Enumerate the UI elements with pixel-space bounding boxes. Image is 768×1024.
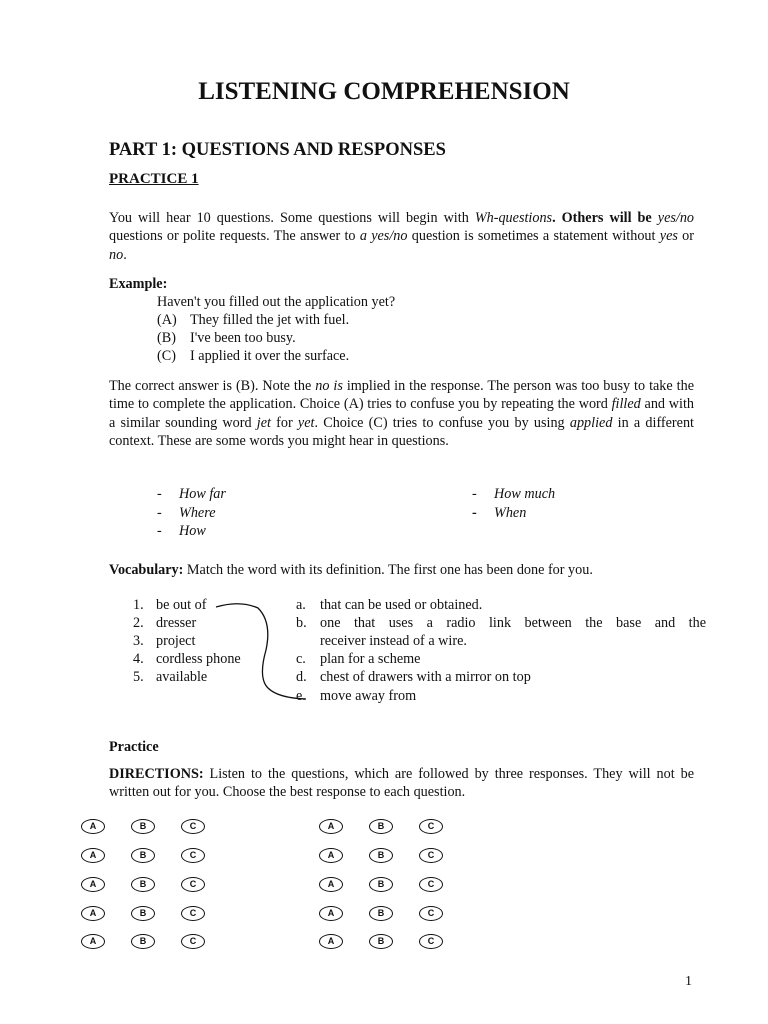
question-word-item: - How — [157, 523, 206, 539]
practice-heading: PRACTICE 1 — [109, 171, 199, 187]
answer-bubble-a[interactable]: A — [81, 906, 105, 921]
answer-bubble-c[interactable]: C — [419, 848, 443, 863]
vocab-definition: c. plan for a scheme — [296, 651, 421, 667]
example-question: Haven't you filled out the application yet? — [157, 294, 396, 310]
answer-bubble-c[interactable]: C — [419, 906, 443, 921]
answer-bubble-a[interactable]: A — [81, 848, 105, 863]
question-word-item: - How much — [472, 486, 556, 502]
vocab-word: 5. available — [133, 669, 208, 685]
directions-paragraph: DIRECTIONS: Listen to the questions, which are followed by three responses. They will not be written out for you. Choose the best response to each question. — [109, 766, 694, 801]
answer-bubble-b[interactable]: B — [369, 906, 393, 921]
vocab-definition: receiver instead of a wire. — [320, 633, 467, 649]
vocab-definition: a. that can be used or obtained. — [296, 597, 483, 613]
answer-bubble-c[interactable]: C — [419, 934, 443, 949]
answer-bubble-c[interactable]: C — [181, 934, 205, 949]
answer-bubble-b[interactable]: B — [369, 848, 393, 863]
answer-bubble-a[interactable]: A — [319, 819, 343, 834]
answer-bubble-c[interactable]: C — [181, 819, 205, 834]
answer-bubble-b[interactable]: B — [131, 848, 155, 863]
answer-bubble-c[interactable]: C — [419, 819, 443, 834]
answer-bubble-a[interactable]: A — [81, 819, 105, 834]
intro-paragraph: You will hear 10 questions. Some questions will begin with Wh-questions. Others will be yes/no questions or polite requests. The answer to a yes/no question is sometimes a statement without yes or no. — [109, 210, 695, 263]
answer-bubble-b[interactable]: B — [131, 819, 155, 834]
answer-bubble-a[interactable]: A — [319, 906, 343, 921]
answer-bubble-a[interactable]: A — [81, 934, 105, 949]
answer-bubble-a[interactable]: A — [81, 877, 105, 892]
vocabulary-instruction: Vocabulary: Match the word with its definition. The first one has been done for you. — [109, 562, 593, 578]
question-word-item: - Where — [157, 505, 216, 521]
answer-bubble-b[interactable]: B — [131, 906, 155, 921]
answer-bubble-b[interactable]: B — [369, 819, 393, 834]
answer-bubble-c[interactable]: C — [181, 906, 205, 921]
answer-bubble-b[interactable]: B — [369, 877, 393, 892]
answer-bubble-a[interactable]: A — [319, 934, 343, 949]
vocab-word: 2. dresser — [133, 615, 197, 631]
answer-bubble-b[interactable]: B — [131, 934, 155, 949]
example-option-c: (C) I applied it over the surface. — [157, 348, 350, 364]
page-title: LISTENING COMPREHENSION — [198, 78, 570, 105]
vocab-definition: d. chest of drawers with a mirror on top — [296, 669, 531, 685]
question-word-item: - How far — [157, 486, 226, 502]
vocab-word: 3. project — [133, 633, 196, 649]
explanation-paragraph: The correct answer is (B). Note the no is implied in the response. The person was too busy to take the time to complete the application. Choice (A) tries to confuse you by repeating the word filled and with a similar sounding word jet for yet. Choice (C) tries to confuse you by using applied in a different context. These are some words you might hear in questions. — [109, 378, 694, 450]
matching-connector-line — [210, 598, 310, 706]
example-option-a: (A) They filled the jet with fuel. — [157, 312, 350, 328]
answer-bubble-c[interactable]: C — [181, 848, 205, 863]
answer-bubble-c[interactable]: C — [419, 877, 443, 892]
answer-bubble-b[interactable]: B — [131, 877, 155, 892]
vocab-word: 4. cordless phone — [133, 651, 241, 667]
vocab-definition: b. one that uses a radio link between the base and the — [296, 615, 706, 631]
answer-bubble-a[interactable]: A — [319, 848, 343, 863]
page-number: 1 — [685, 974, 692, 989]
example-option-b: (B) I've been too busy. — [157, 330, 296, 346]
vocab-definition: e. move away from — [296, 688, 417, 704]
answer-bubble-c[interactable]: C — [181, 877, 205, 892]
question-word-item: - When — [472, 505, 527, 521]
vocab-word: 1. be out of — [133, 597, 207, 613]
answer-bubble-a[interactable]: A — [319, 877, 343, 892]
answer-bubble-b[interactable]: B — [369, 934, 393, 949]
practice-label: Practice — [109, 739, 159, 755]
part-heading: PART 1: QUESTIONS AND RESPONSES — [109, 140, 446, 160]
example-label: Example: — [109, 276, 168, 292]
